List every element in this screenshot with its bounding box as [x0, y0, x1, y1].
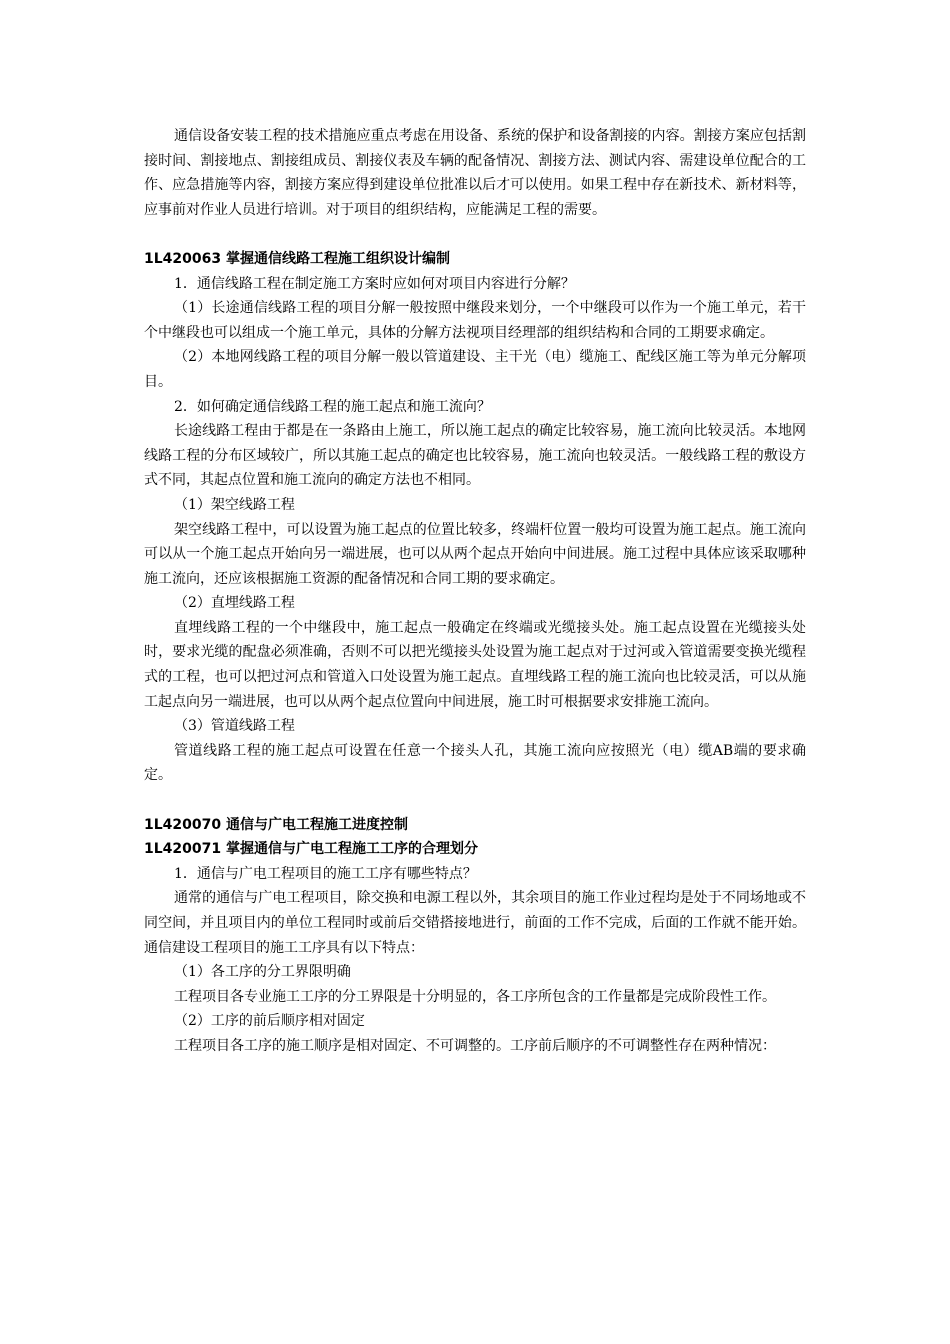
question-2: 2．如何确定通信线路工程的施工起点和施工流向？: [174, 398, 491, 415]
spacer: [144, 788, 806, 813]
division-paragraph: 工程项目各专业施工工序的分工界限是十分明显的，各工序所包含的工作量都是完成阶段性工作。: [174, 988, 776, 1005]
subheading-order: （2）工序的前后顺序相对固定: [174, 1013, 365, 1030]
aerial-paragraph: 架空线路工程中，可以设置为施工起点的位置比较多，终端杆位置一般均可设置为施工起点。施工流向可以从一个施工起点开始向另一端进展，也可以从两个起点开始向中间进展。施工过程中具体应该采取哪种施工流向，还应该根据施工资源的配备情况和合同工期的要求确定。: [144, 521, 806, 587]
subheading-buried: （2）直埋线路工程: [174, 595, 295, 612]
intro-paragraph: 通信设备安装工程的技术措施应重点考虑在用设备、系统的保护和设备割接的内容。割接方案应包括割接时间、割接地点、割接组成员、割接仪表及车辆的配备情况、割接方法、测试内容、需建设单位配合的工作、应急措施等内容，割接方案应得到建设单位批准以后才可以使用。如果工程中存在新技术、新材料等，应事前对作业人员进行培训。对于项目的组织结构，应能满足工程的需要。: [144, 128, 806, 218]
question-1: 1．通信线路工程在制定施工方案时应如何对项目内容进行分解？: [174, 275, 575, 292]
subheading-division: （1）各工序的分工界限明确: [174, 964, 351, 981]
section-heading-420063: 1L420063 掌握通信线路工程施工组织设计编制: [144, 250, 450, 267]
answer-3-paragraph: 通常的通信与广电工程项目，除交换和电源工程以外，其余项目的施工作业过程均是处于不同场地或不同空间，并且项目内的单位工程同时或前后交错搭接地进行，前面的工作不完成，后面的工作就不能开始。通信建设工程项目的施工工序具有以下特点：: [144, 890, 806, 956]
order-paragraph: 工程项目各工序的施工顺序是相对固定、不可调整的。工序前后顺序的不可调整性存在两种情况：: [174, 1037, 776, 1054]
question-3: 1．通信与广电工程项目的施工工序有哪些特点？: [174, 865, 477, 882]
duct-paragraph: 管道线路工程的施工起点可设置在任意一个接头人孔，其施工流向应按照光（电）缆AB端的要求确定。: [144, 742, 806, 784]
answer-1-2: （2）本地网线路工程的项目分解一般以管道建设、主干光（电）缆施工、配线区施工等为单元分解项目。: [144, 349, 806, 390]
subheading-duct: （3）管道线路工程: [174, 718, 295, 735]
answer-2-paragraph: 长途线路工程由于都是在一条路由上施工，所以施工起点的确定比较容易，施工流向比较灵活。本地网线路工程的分布区域较广，所以其施工起点的确定也比较容易，施工流向也较灵活。一般线路工程的敷设方式不同，其起点位置和施工流向的确定方法也不相同。: [144, 423, 806, 489]
document-page: [144, 124, 806, 1059]
spacer: [144, 222, 806, 247]
answer-1-1: （1）长途通信线路工程的项目分解一般按照中继段来划分，一个中继段可以作为一个施工单元，若干个中继段也可以组成一个施工单元，具体的分解方法视项目经理部的组织结构和合同的工期要求确定。: [144, 300, 806, 341]
section-heading-420070: 1L420070 通信与广电工程施工进度控制: [144, 816, 408, 833]
subheading-aerial: （1）架空线路工程: [174, 496, 295, 513]
section-heading-420071: 1L420071 掌握通信与广电工程施工工序的合理划分: [144, 841, 478, 858]
buried-paragraph: 直埋线路工程的一个中继段中，施工起点一般确定在终端或光缆接头处。施工起点设置在光缆接头处时，要求光缆的配盘必须准确，否则不可以把光缆接头处设置为施工起点对于过河或入管道需要变换光缆程式的工程，也可以把过河点和管道入口处设置为施工起点。直埋线路工程的施工流向也比较灵活，可以从施工起点向另一端进展，也可以从两个起点位置向中间进展，施工时可根据要求安排施工流向。: [144, 619, 806, 710]
